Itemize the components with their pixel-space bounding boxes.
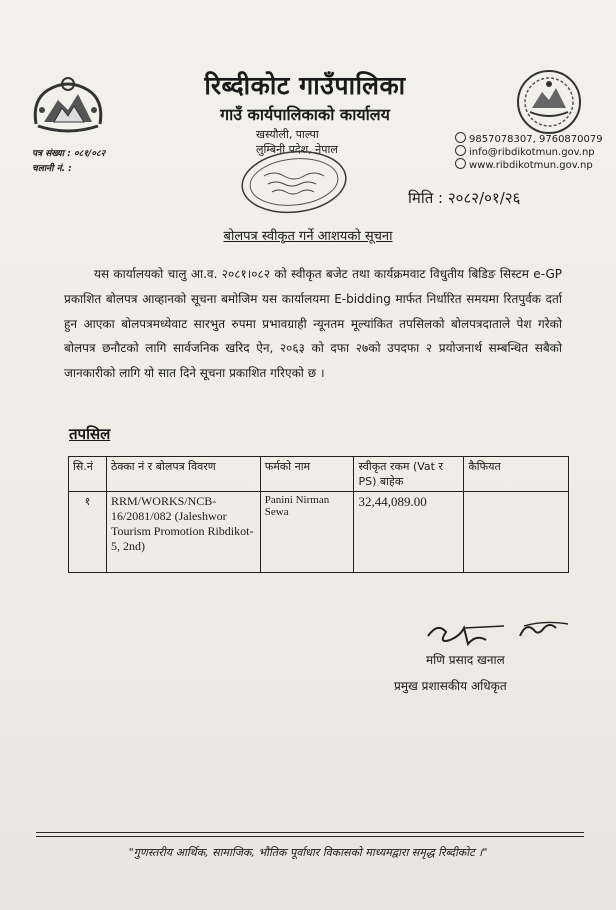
col-firm: फर्मको नाम xyxy=(260,457,354,492)
issue-date: मिति : २०८२/०१/२६ xyxy=(408,189,521,207)
location-line1: खस्यौली, पाल्पा xyxy=(256,128,319,141)
email-text: info@ribdikotmun.gov.np xyxy=(469,147,595,158)
col-amount: स्वीकृत रकम (Vat र PS) बाहेक xyxy=(354,457,464,492)
location-line2: लुम्बिनी प्रदेश, नेपाल xyxy=(256,143,338,156)
signature xyxy=(424,614,584,652)
notice-subject: बोलपत्र स्वीकृत गर्ने आशयको सूचना xyxy=(223,229,393,244)
notice-body: यस कार्यालयको चालु आ.व. २०८१।०८२ को स्वीकृत बजेट तथा कार्यक्रमवाट विधुतीय बिडिङ सिस्टम e-GP प्रकाशित बोलपत्र आव्हानको सूचना बमोजिम यस कार्यालयमा E-bidding मार्फत निर्धारित समयमा रितपुर्वक दर्ता हुन आएका बोलपत्रमध्येवाट सारभुत रुपमा प्रभावग्राही न्यूनतम मूल्यांकित तपसिलको बोलपत्रदाताले पेश गरेको बोलपत्र छनौटको लागि सार्वजनिक खरिद ऐन, २०६३ को दफा २७को उपदफा २ प्रयोजनार्थ सम्बन्धित सबैको जानकारीको लागि यो सात दिने सूचना प्रकाशित गरिएको छ । xyxy=(64,267,562,381)
contact-email xyxy=(455,145,595,158)
cell-firm: Panini Nirman Sewa xyxy=(260,492,354,573)
office-name: गाउँ कार्यपालिकाको कार्यालय xyxy=(220,105,390,124)
municipality-logo-icon xyxy=(516,68,582,136)
contact-phone xyxy=(455,132,603,145)
col-remarks: कैफियत xyxy=(464,457,569,492)
footer-rule-bottom xyxy=(36,836,584,837)
cell-amount: 32,44,089.00 xyxy=(354,492,464,573)
website-text: www.ribdikotmun.gov.np xyxy=(469,160,593,171)
footer-slogan: "गुणस्तरीय आर्थिक, सामाजिक, भौतिक पूर्वाधार विकासको माध्यमद्वारा समृद्ध रिब्दीकोट ।" xyxy=(128,846,488,859)
cell-sn: १ xyxy=(69,492,107,573)
contact-website xyxy=(455,158,593,171)
cell-contract: RRM/WORKS/NCB-16/2081/082 (Jaleshwor Tourism Promotion Ribdikot-5, 2nd) xyxy=(106,492,260,573)
chalani-number: चलानी नं. : xyxy=(32,164,72,174)
table-header-row xyxy=(69,457,569,492)
col-sn: सि.नं xyxy=(69,457,107,492)
globe-icon xyxy=(455,158,466,169)
ref-number: पत्र संख्या : ०८१/०८२ xyxy=(32,149,106,159)
schedule-title: तपसिल xyxy=(69,425,111,443)
phone-icon xyxy=(455,132,466,143)
org-name: रिब्दीकोट गाउँपालिका xyxy=(204,71,406,100)
office-stamp xyxy=(238,148,350,216)
table-row xyxy=(69,492,569,573)
signatory-name: मणि प्रसाद खनाल xyxy=(426,653,505,667)
nepal-emblem-icon xyxy=(30,70,106,136)
footer-rule-top xyxy=(36,832,584,833)
email-icon xyxy=(455,145,466,156)
cell-remarks xyxy=(464,492,569,573)
signatory-designation: प्रमुख प्रशासकीय अधिकृत xyxy=(394,679,507,693)
col-contract: ठेक्का नं र बोलपत्र विवरण xyxy=(106,457,260,492)
phone-text: 9857078307, 9760870079 xyxy=(469,134,603,145)
schedule-table xyxy=(68,456,569,573)
